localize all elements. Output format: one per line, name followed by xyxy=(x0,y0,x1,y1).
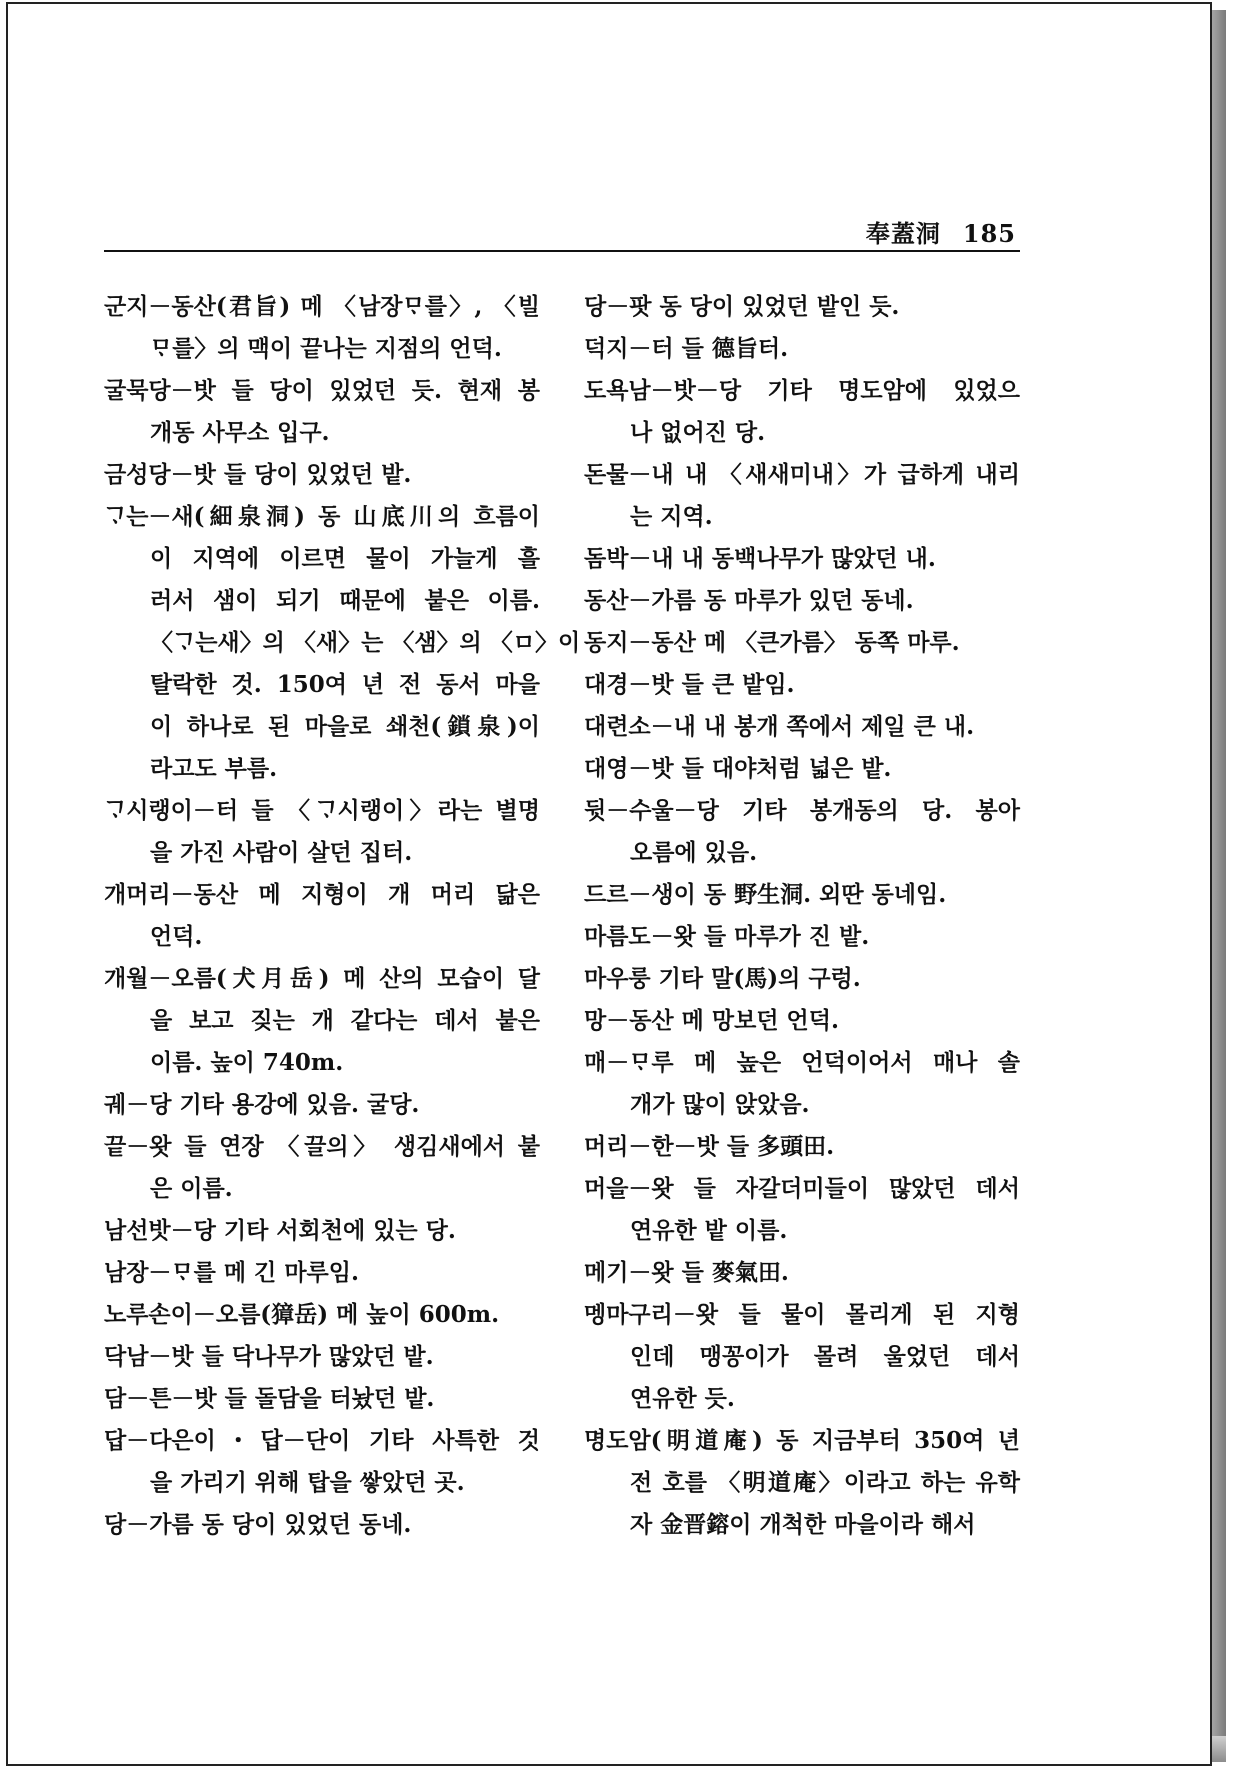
entry-continuation: ᄆᆞ를〉의 맥이 끝나는 지점의 언덕. xyxy=(150,335,502,362)
entry-headline: 닥남－밧 들 닥나무가 많았던 밭. xyxy=(104,1343,434,1370)
entry-headline: 드르－생이 동 野生洞. 외딴 동네임. xyxy=(584,881,947,908)
entry-headline: 머리－한－밧 들 多頭田. xyxy=(584,1133,835,1160)
dictionary-entry xyxy=(584,1252,1020,1294)
dictionary-entry xyxy=(104,1504,540,1546)
entry-headline: 당－팟 동 당이 있었던 밭인 듯. xyxy=(584,293,900,320)
dictionary-entry xyxy=(104,958,540,1084)
entry-headline: 매－ᄆᆞ루 메 높은 언덕이어서 매나 솔 xyxy=(584,1049,1020,1076)
entry-headline: 대영－밧 들 대야처럼 넓은 밭. xyxy=(584,755,892,782)
dictionary-entry xyxy=(584,1168,1020,1252)
entry-headline: 답－다은이・답－단이 기타 사특한 것 xyxy=(104,1427,540,1454)
dictionary-entry xyxy=(584,454,1020,538)
dictionary-entry xyxy=(104,1420,540,1504)
entry-continuation: 이 하나로 된 마을로 쇄천(鎖泉)이 xyxy=(150,713,540,740)
dictionary-entry xyxy=(584,1000,1020,1042)
entry-headline: 금성당－밧 들 당이 있었던 밭. xyxy=(104,461,412,488)
dictionary-entry xyxy=(584,874,1020,916)
entry-headline: 담－튼－밧 들 돌담을 터놨던 밭. xyxy=(104,1385,435,1412)
entry-continuation: 라고도 부름. xyxy=(150,755,278,782)
entry-continuation: 오름에 있음. xyxy=(630,839,758,866)
dictionary-entry xyxy=(104,790,540,874)
entry-headline: 멩마구리－왓 들 물이 몰리게 된 지형 xyxy=(584,1301,1020,1328)
entry-headline: 돈물－내 내 〈새새미내〉가 급하게 내리 xyxy=(584,461,1020,488)
dictionary-entry xyxy=(584,958,1020,1000)
entry-continuation: 러서 샘이 되기 때문에 붙은 이름. xyxy=(150,587,540,614)
entry-headline: 덕지－터 들 德旨터. xyxy=(584,335,789,362)
entry-headline: 뒷－수울－당 기타 봉개동의 당. 봉아 xyxy=(584,797,1020,824)
entry-headline: 개월－오름(犬月岳) 메 산의 모습이 달 xyxy=(104,965,540,992)
header-title: 奉蓋洞 xyxy=(865,219,941,248)
entry-headline: 머을－왓 들 자갈더미들이 많았던 데서 xyxy=(584,1175,1020,1202)
entry-continuation: 개가 많이 앉았음. xyxy=(630,1091,810,1118)
entry-headline: 궤－당 기타 용강에 있음. 굴당. xyxy=(104,1091,420,1118)
entry-continuation: 연유한 밭 이름. xyxy=(630,1217,788,1244)
dictionary-entry xyxy=(584,748,1020,790)
dictionary-entry xyxy=(104,1336,540,1378)
entry-headline: 메기－왓 들 麥氣田. xyxy=(584,1259,789,1286)
dictionary-entry xyxy=(104,496,581,790)
entry-continuation: 은 이름. xyxy=(150,1175,233,1202)
entry-continuation: 〈ᄀᆞ는새〉의 〈새〉는 〈샘〉의 〈ㅁ〉이 xyxy=(150,629,581,656)
entry-continuation: 는 지역. xyxy=(630,503,713,530)
entry-continuation: 연유한 듯. xyxy=(630,1385,735,1412)
dictionary-entry xyxy=(584,580,1020,622)
entry-headline: 당－가름 동 당이 있었던 동네. xyxy=(104,1511,412,1538)
dictionary-entry xyxy=(584,622,1020,664)
entry-headline: 대경－밧 들 큰 밭임. xyxy=(584,671,795,698)
entry-continuation: 언덕. xyxy=(150,923,203,950)
entry-continuation: 을 가리기 위해 탑을 쌓았던 곳. xyxy=(150,1469,465,1496)
entry-headline: 명도암(明道庵) 동 지금부터 350여 년 xyxy=(584,1427,1020,1454)
header-text xyxy=(866,214,1016,249)
dictionary-entry xyxy=(584,370,1020,454)
entry-continuation: 이 지역에 이르면 물이 가늘게 흘 xyxy=(150,545,540,572)
dictionary-entry xyxy=(104,1126,540,1210)
entry-headline: 개머리－동산 메 지형이 개 머리 닮은 xyxy=(104,881,540,908)
left-column xyxy=(104,286,581,1546)
entry-continuation: 나 없어진 당. xyxy=(630,419,766,446)
entry-headline: 동산－가름 동 마루가 있던 동네. xyxy=(584,587,914,614)
entry-headline: 돔박－내 내 동백나무가 많았던 내. xyxy=(584,545,936,572)
dictionary-entry xyxy=(584,1420,1020,1546)
entry-headline: 굴묵당－밧 들 당이 있었던 듯. 현재 봉 xyxy=(104,377,540,404)
entry-headline: 끝－왓 들 연장 〈끌의〉 생김새에서 붙 xyxy=(104,1133,540,1160)
dictionary-entry xyxy=(584,1042,1020,1126)
running-header xyxy=(104,212,1020,250)
entry-headline: 동지－동산 메 〈큰가름〉 동쪽 마루. xyxy=(584,629,960,656)
page-number: 185 xyxy=(962,219,1016,248)
entry-headline: 마우룽 기타 말(馬)의 구렁. xyxy=(584,965,861,992)
dictionary-entry xyxy=(584,706,1020,748)
entry-headline: 도욕남－밧－당 기타 명도암에 있었으 xyxy=(584,377,1020,404)
entry-continuation: 을 가진 사람이 살던 집터. xyxy=(150,839,413,866)
dictionary-entry xyxy=(104,1084,540,1126)
entry-continuation: 자 金晋鎔이 개척한 마을이라 해서 xyxy=(630,1511,976,1538)
dictionary-entry xyxy=(104,1378,540,1420)
header-rule xyxy=(104,250,1020,252)
entry-headline: 마름도－왓 들 마루가 진 밭. xyxy=(584,923,870,950)
entry-continuation: 을 보고 짖는 개 같다는 데서 붙은 xyxy=(150,1007,540,1034)
dictionary-entry xyxy=(584,664,1020,706)
dictionary-entry xyxy=(104,286,540,370)
entry-continuation: 이름. 높이 740m. xyxy=(150,1049,344,1076)
entry-headline: ᄀᆞ는－새(細泉洞) 동 山底川의 흐름이 xyxy=(104,503,540,530)
right-column xyxy=(584,286,1020,1546)
entry-headline: 군지－동산(君旨) 메 〈남장ᄆᆞ를〉, 〈빌 xyxy=(104,293,540,320)
dictionary-entry xyxy=(584,916,1020,958)
dictionary-entry xyxy=(104,1210,540,1252)
dictionary-entry xyxy=(584,286,1020,328)
entry-headline: ᄀᆞ시랭이－터 들 〈ᄀᆞ시랭이〉라는 별명 xyxy=(104,797,540,824)
entry-continuation: 개동 사무소 입구. xyxy=(150,419,330,446)
dictionary-entry xyxy=(104,874,540,958)
entry-continuation: 전 호를 〈明道庵〉이라고 하는 유학 xyxy=(630,1469,1020,1496)
dictionary-entry xyxy=(584,1126,1020,1168)
entry-continuation: 인데 맹꽁이가 몰려 울었던 데서 xyxy=(630,1343,1020,1370)
dictionary-entry xyxy=(104,1294,540,1336)
dictionary-entry xyxy=(104,370,540,454)
dictionary-entry xyxy=(104,454,540,496)
dictionary-entry xyxy=(584,1294,1020,1420)
dictionary-entry xyxy=(584,538,1020,580)
entry-continuation: 탈락한 것. 150여 년 전 동서 마을 xyxy=(150,671,540,698)
entry-headline: 남선밧－당 기타 서회천에 있는 당. xyxy=(104,1217,456,1244)
entry-headline: 남장－ᄆᆞ를 메 긴 마루임. xyxy=(104,1259,359,1286)
dictionary-entry xyxy=(104,1252,540,1294)
entry-headline: 대련소－내 내 봉개 쪽에서 제일 큰 내. xyxy=(584,713,975,740)
entry-headline: 망－동산 메 망보던 언덕. xyxy=(584,1007,839,1034)
dictionary-entry xyxy=(584,790,1020,874)
dictionary-entry xyxy=(584,328,1020,370)
entry-headline: 노루손이－오름(獐岳) 메 높이 600m. xyxy=(104,1301,500,1328)
